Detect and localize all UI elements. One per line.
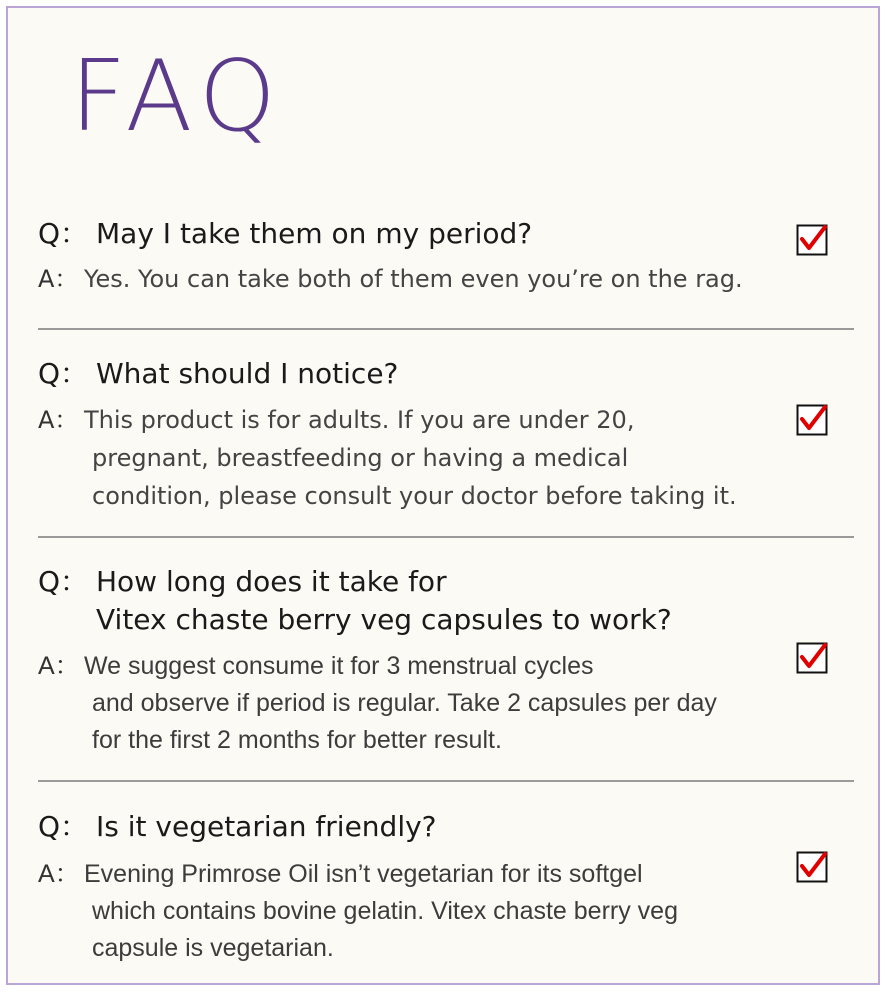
a-text: Evening Primrose Oil isn’t vegetarian for its softgel xyxy=(84,860,643,888)
q-prefix: Q： xyxy=(38,565,89,598)
a-text: We suggest consume it for 3 menstrual cycles xyxy=(84,652,594,680)
checkbox-checked-icon xyxy=(796,642,828,674)
a-text: and observe if period is regular. Take 2 capsules per day xyxy=(92,689,717,717)
checkbox-checked-icon xyxy=(796,851,828,883)
a-text: condition, please consult your doctor before taking it. xyxy=(92,482,737,510)
page-title: FAQ xyxy=(70,40,284,154)
q-text: Is it vegetarian friendly? xyxy=(96,810,437,843)
faq-3-question xyxy=(38,563,672,639)
faq-4-question xyxy=(38,808,437,846)
q-text: How long does it take for xyxy=(96,565,447,598)
faq-2-answer xyxy=(38,401,737,515)
a-text: Yes. You can take both of them even you’re on the rag. xyxy=(84,265,743,293)
checkbox-checked-icon xyxy=(796,404,828,436)
checkbox-checked-icon xyxy=(796,224,828,256)
q-text: Vitex chaste berry veg capsules to work? xyxy=(96,603,672,636)
a-prefix: A： xyxy=(38,406,79,434)
q-text: What should I notice? xyxy=(96,357,399,390)
a-text: capsule is vegetarian. xyxy=(92,934,334,962)
divider xyxy=(38,328,854,330)
q-prefix: Q： xyxy=(38,810,89,843)
faq-1-answer xyxy=(38,260,743,298)
a-prefix: A： xyxy=(38,265,79,293)
faq-2-question xyxy=(38,355,398,393)
faq-card xyxy=(6,6,880,985)
a-text: for the first 2 months for better result. xyxy=(92,726,502,754)
a-text: which contains bovine gelatin. Vitex chaste berry veg xyxy=(92,897,678,925)
a-prefix: A： xyxy=(38,652,80,680)
a-text: pregnant, breastfeeding or having a medical xyxy=(92,444,629,472)
q-prefix: Q： xyxy=(38,357,89,390)
divider xyxy=(38,780,854,782)
faq-3-answer xyxy=(38,648,717,759)
divider xyxy=(38,536,854,538)
q-prefix: Q： xyxy=(38,217,89,250)
a-text: This product is for adults. If you are under 20, xyxy=(84,406,635,434)
a-prefix: A： xyxy=(38,860,80,888)
faq-1-question xyxy=(38,215,532,253)
q-text: May I take them on my period? xyxy=(96,217,533,250)
faq-4-answer xyxy=(38,856,678,967)
